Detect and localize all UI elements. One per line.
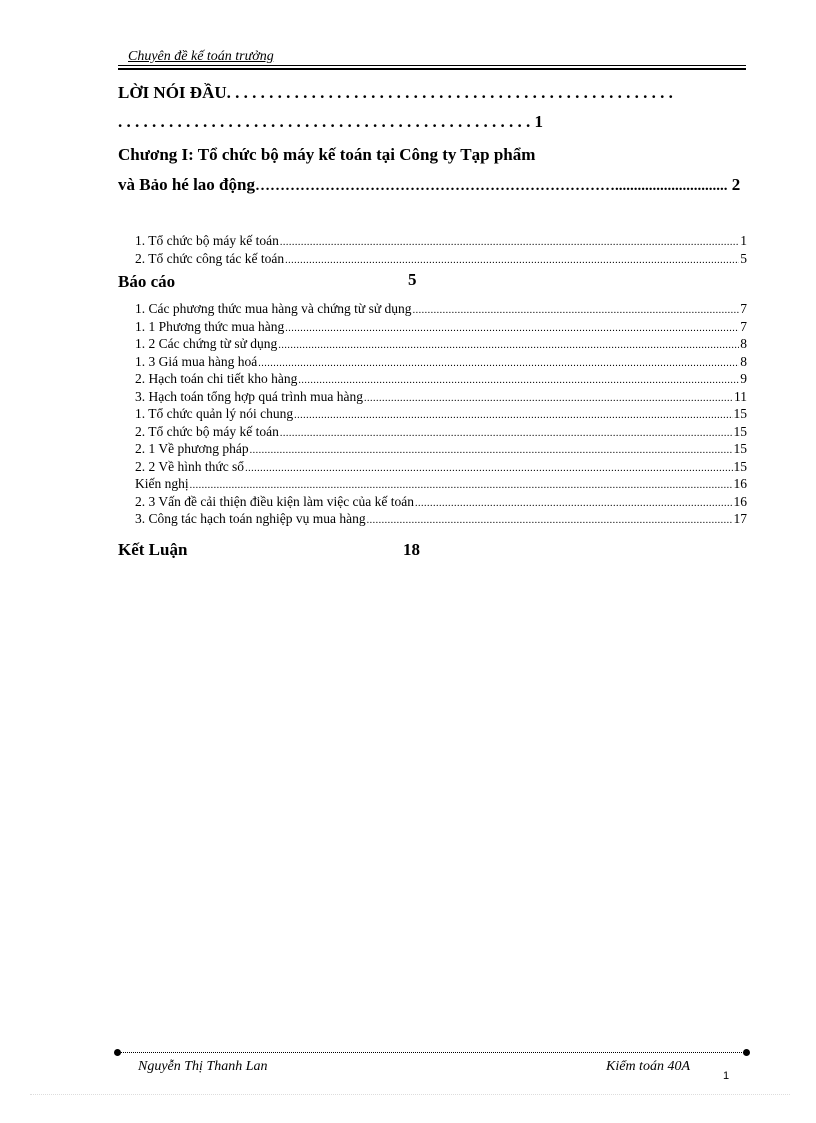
toc-chapter-1-leader: ……………………………………………………………….............................. [254, 178, 728, 194]
toc-entry[interactable] [135, 510, 747, 528]
toc-entry-text: Kiến nghị [135, 476, 189, 491]
toc-entry-text: 2. 2 Về hình thức sổ [135, 458, 245, 474]
toc-entry-text: 1. 1 Phương thức mua hàng [135, 318, 285, 334]
toc-report-page: 5 [408, 270, 417, 289]
toc-leader [285, 320, 739, 337]
toc-intro-page: 1 [534, 112, 543, 131]
toc-entry-text: 2. Tổ chức bộ máy kế toán [135, 423, 279, 439]
toc-entry-page: 15 [733, 458, 747, 474]
toc-conclusion-page: 18 [403, 540, 420, 559]
toc-entry-text: 1. Tổ chức bộ máy kế toán [135, 233, 279, 248]
running-header [118, 49, 746, 65]
toc-entry-page: 7 [740, 301, 747, 316]
toc-leader [190, 477, 733, 494]
toc-entry[interactable] [135, 250, 747, 268]
toc-leader [367, 512, 733, 529]
toc-entry[interactable] [135, 388, 747, 406]
toc-report-heading[interactable]: Báo cáo [118, 272, 176, 291]
toc-entry[interactable] [135, 370, 747, 388]
toc-group-1 [135, 232, 747, 267]
toc-chapter-1-subtitle: và Bảo hé lao động [118, 175, 255, 194]
toc-entry-page: 8 [740, 336, 747, 351]
toc-entry-text: 1. 2 Các chứng từ sử dụng [135, 336, 278, 351]
toc-entry[interactable] [135, 300, 747, 318]
toc-entry[interactable] [135, 458, 747, 476]
toc-entry[interactable] [135, 475, 747, 493]
toc-leader [280, 234, 739, 251]
toc-group-2 [135, 300, 747, 528]
toc-entry-text: 3. Công tác hạch toán nghiệp vụ mua hàng [135, 511, 366, 526]
toc-leader [415, 495, 732, 512]
toc-leader [364, 390, 733, 407]
toc-entry-text: 1. 3 Giá mua hàng hoá [135, 353, 258, 369]
toc-entry-text: 3. Hạch toán tổng hợp quá trình mua hàng [135, 388, 363, 404]
toc-entry-page: 5 [740, 250, 747, 266]
toc-entry[interactable] [135, 405, 747, 423]
toc-entry[interactable] [135, 318, 747, 336]
page-bottom-edge [30, 1094, 790, 1095]
toc-entry-page: 17 [733, 511, 747, 526]
toc-chapter-1-page: 2 [731, 175, 741, 194]
toc-leader [245, 460, 732, 477]
toc-leader [250, 442, 733, 459]
running-header-title: Chuyên đề kế toán trưởng [128, 49, 274, 64]
toc-intro-leader-2: . . . . . . . . . . . . . . . . . . . . . . . . . . . . . . . . . . . . . . . . . . . . . . . . . [118, 112, 531, 131]
footer-rule [118, 1052, 746, 1053]
toc-leader [258, 355, 739, 372]
toc-entry-page: 1 [740, 233, 747, 248]
toc-entry[interactable] [135, 232, 747, 250]
toc-intro-line-2 [118, 112, 543, 132]
toc-entry-text: 2. Tổ chức công tác kế toán [135, 250, 285, 266]
toc-entry-text: 2. 3 Vấn đề cải thiện điều kiện làm việc của kế toán [135, 493, 415, 509]
toc-chapter-1-line-2[interactable] [118, 175, 746, 196]
toc-entry-text: 1. Các phương thức mua hàng và chứng từ sử dụng [135, 301, 412, 316]
toc-entry[interactable] [135, 353, 747, 371]
toc-entry-page: 15 [733, 406, 747, 421]
toc-leader [413, 302, 740, 319]
toc-entry[interactable] [135, 335, 747, 353]
toc-entry-page: 11 [734, 388, 747, 404]
toc-entry-text: 1. Tổ chức quản lý nói chung [135, 406, 294, 421]
toc-intro-line[interactable] [118, 83, 746, 103]
toc-intro-label: LỜI NÓI ĐẦU [118, 83, 227, 102]
header-double-rule [118, 65, 746, 70]
footer-rule-right-dot [743, 1049, 750, 1056]
toc-entry[interactable] [135, 440, 747, 458]
toc-entry-page: 16 [733, 476, 747, 491]
footer-author: Nguyễn Thị Thanh Lan [138, 1059, 268, 1074]
toc-leader [298, 372, 739, 389]
toc-entry-page: 7 [740, 318, 747, 334]
toc-leader [285, 252, 739, 269]
toc-entry-page: 9 [740, 371, 747, 386]
toc-leader [294, 407, 732, 424]
toc-entry-page: 15 [733, 441, 747, 456]
toc-entry-page: 8 [740, 353, 747, 369]
page-number: 1 [723, 1070, 730, 1082]
toc-entry-text: 2. Hạch toán chi tiết kho hàng [135, 371, 298, 386]
toc-conclusion-heading[interactable]: Kết Luận [118, 540, 188, 559]
toc-entry[interactable] [135, 423, 747, 441]
toc-entry[interactable] [135, 493, 747, 511]
toc-entry-page: 15 [733, 423, 747, 439]
footer-class: Kiểm toán 40A [606, 1059, 690, 1074]
toc-leader [278, 337, 739, 354]
toc-chapter-1-title[interactable]: Chương I: Tổ chức bộ máy kế toán tại Công ty Tạp phẩm [118, 145, 536, 164]
toc-entry-text: 2. 1 Về phương pháp [135, 441, 249, 456]
toc-entry-page: 16 [733, 493, 747, 509]
toc-intro-leader-1: . . . . . . . . . . . . . . . . . . . . . . . . . . . . . . . . . . . . . . . . . . . . . . . . . . . . . [226, 83, 673, 102]
toc-leader [280, 425, 733, 442]
